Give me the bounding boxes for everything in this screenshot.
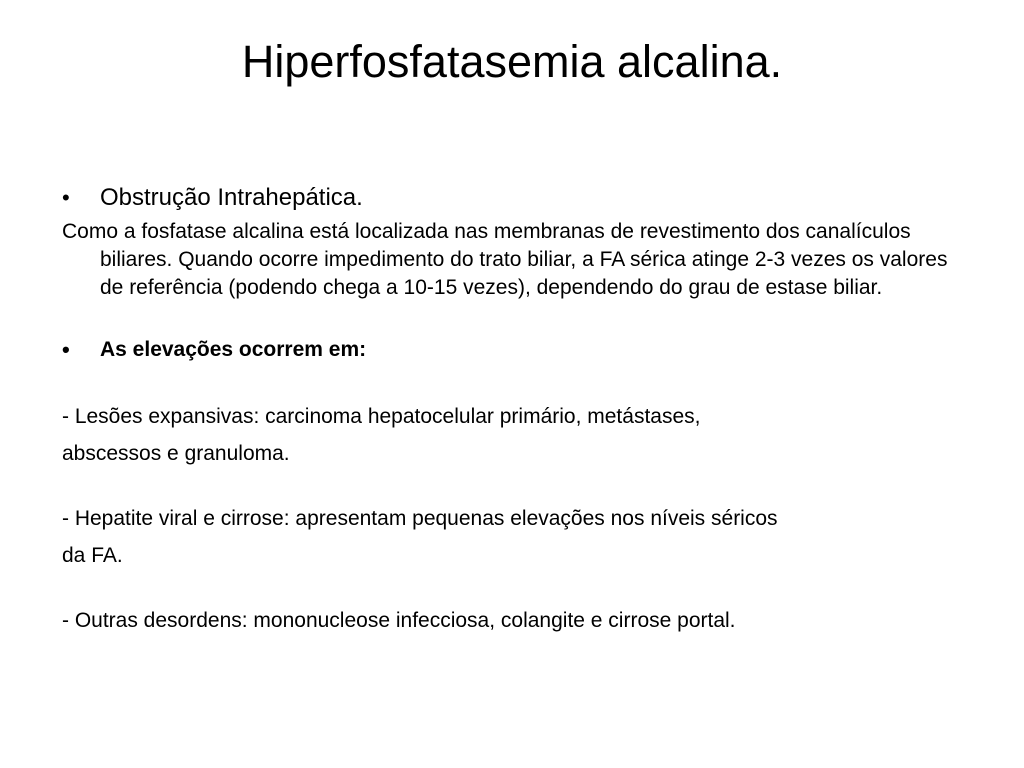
- bullet-dot-icon: •: [62, 185, 70, 210]
- bullet-elevacoes: [62, 332, 962, 368]
- bullet-dot-icon: •: [62, 337, 70, 362]
- list-item-hepatite: [62, 500, 962, 574]
- bullet-obstrucao-text: Obstrução Intrahepática.: [100, 184, 363, 211]
- explanation-paragraph: Como a fosfatase alcalina está localizada nas membranas de revestimento dos canalículos biliares. Quando ocorre impedimento do trato biliar, a FA sérica atinge 2-3 vezes os valores de referência (podendo chega a 10-15 vezes), dependendo do grau de estase biliar.: [62, 220, 948, 299]
- list-item-line: abscessos e granuloma.: [62, 442, 290, 465]
- slide-title: Hiperfosfatasemia alcalina.: [241, 36, 783, 87]
- slide-content: [62, 180, 962, 639]
- list-item-line: - Outras desordens: mononucleose infecciosa, colangite e cirrose portal.: [62, 609, 736, 632]
- list-item-line: - Hepatite viral e cirrose: apresentam pequenas elevações nos níveis séricos: [62, 507, 778, 530]
- bullet-obstrucao: [62, 180, 962, 216]
- bullet-elevacoes-text: As elevações ocorrem em:: [100, 338, 367, 361]
- list-item-line: da FA.: [62, 544, 123, 567]
- list-item-line: - Lesões expansivas: carcinoma hepatocelular primário, metástases,: [62, 405, 701, 428]
- list-item-outras: [62, 602, 962, 639]
- list-item-lesoes: [62, 398, 962, 472]
